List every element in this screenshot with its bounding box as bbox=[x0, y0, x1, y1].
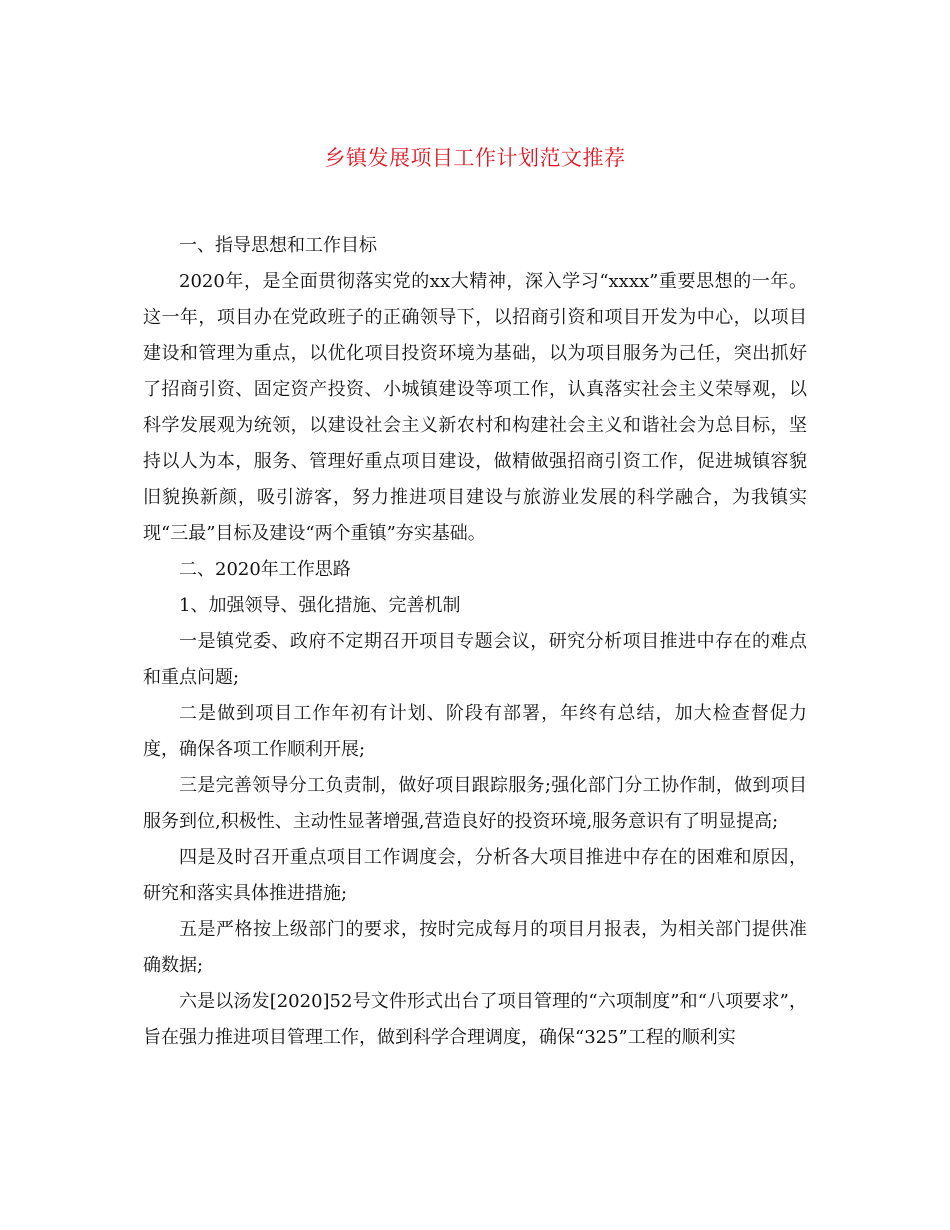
document-title: 乡镇发展项目工作计划范文推荐 bbox=[324, 146, 626, 170]
subsection-heading-1: 1、加强领导、强化措施、完善机制 bbox=[179, 595, 461, 616]
paragraph-item-3: 三是完善领导分工负责制，做好项目跟踪服务;强化部门分工协作制，做到项目服务到位,积极性、主动性显著增强,营造良好的投资环境,服务意识有了明显提高; bbox=[143, 775, 807, 832]
paragraph-item-5: 五是严格按上级部门的要求，按时完成每月的项目月报表，为相关部门提供准确数据; bbox=[143, 919, 807, 976]
document-body bbox=[143, 228, 807, 1056]
paragraph-overview: 2020年，是全面贯彻落实党的xx大精神，深入学习“xxxx”重要思想的一年。这一年，项目办在党政班子的正确领导下，以招商引资和项目开发为中心，以项目建设和管理为重点，以优化项目投资环境为基础，以为项目服务为己任，突出抓好了招商引资、固定资产投资、小城镇建设等项工作，认真落实社会主义荣辱观，以科学发展观为统领，以建设社会主义新农村和构建社会主义和谐社会为总目标，坚持以人为本，服务、管理好重点项目建设，做精做强招商引资工作，促进城镇容貌旧貌换新颜，吸引游客，努力推进项目建设与旅游业发展的科学融合，为我镇实现“三最”目标及建设“两个重镇”夯实基础。 bbox=[143, 271, 807, 544]
section-heading-1: 一、指导思想和工作目标 bbox=[179, 235, 377, 256]
paragraph-item-6: 六是以汤发[2020]52号文件形式出台了项目管理的“六项制度”和“八项要求”，旨在强力推进项目管理工作，做到科学合理调度，确保“325”工程的顺利实 bbox=[143, 991, 807, 1048]
paragraph-item-4: 四是及时召开重点项目工作调度会，分析各大项目推进中存在的困难和原因，研究和落实具体推进措施; bbox=[143, 847, 807, 904]
paragraph-item-1: 一是镇党委、政府不定期召开项目专题会议，研究分析项目推进中存在的难点和重点问题; bbox=[143, 631, 807, 688]
section-heading-2: 二、2020年工作思路 bbox=[179, 559, 351, 580]
paragraph-item-2: 二是做到项目工作年初有计划、阶段有部署，年终有总结，加大检查督促力度，确保各项工作顺利开展; bbox=[143, 703, 807, 760]
